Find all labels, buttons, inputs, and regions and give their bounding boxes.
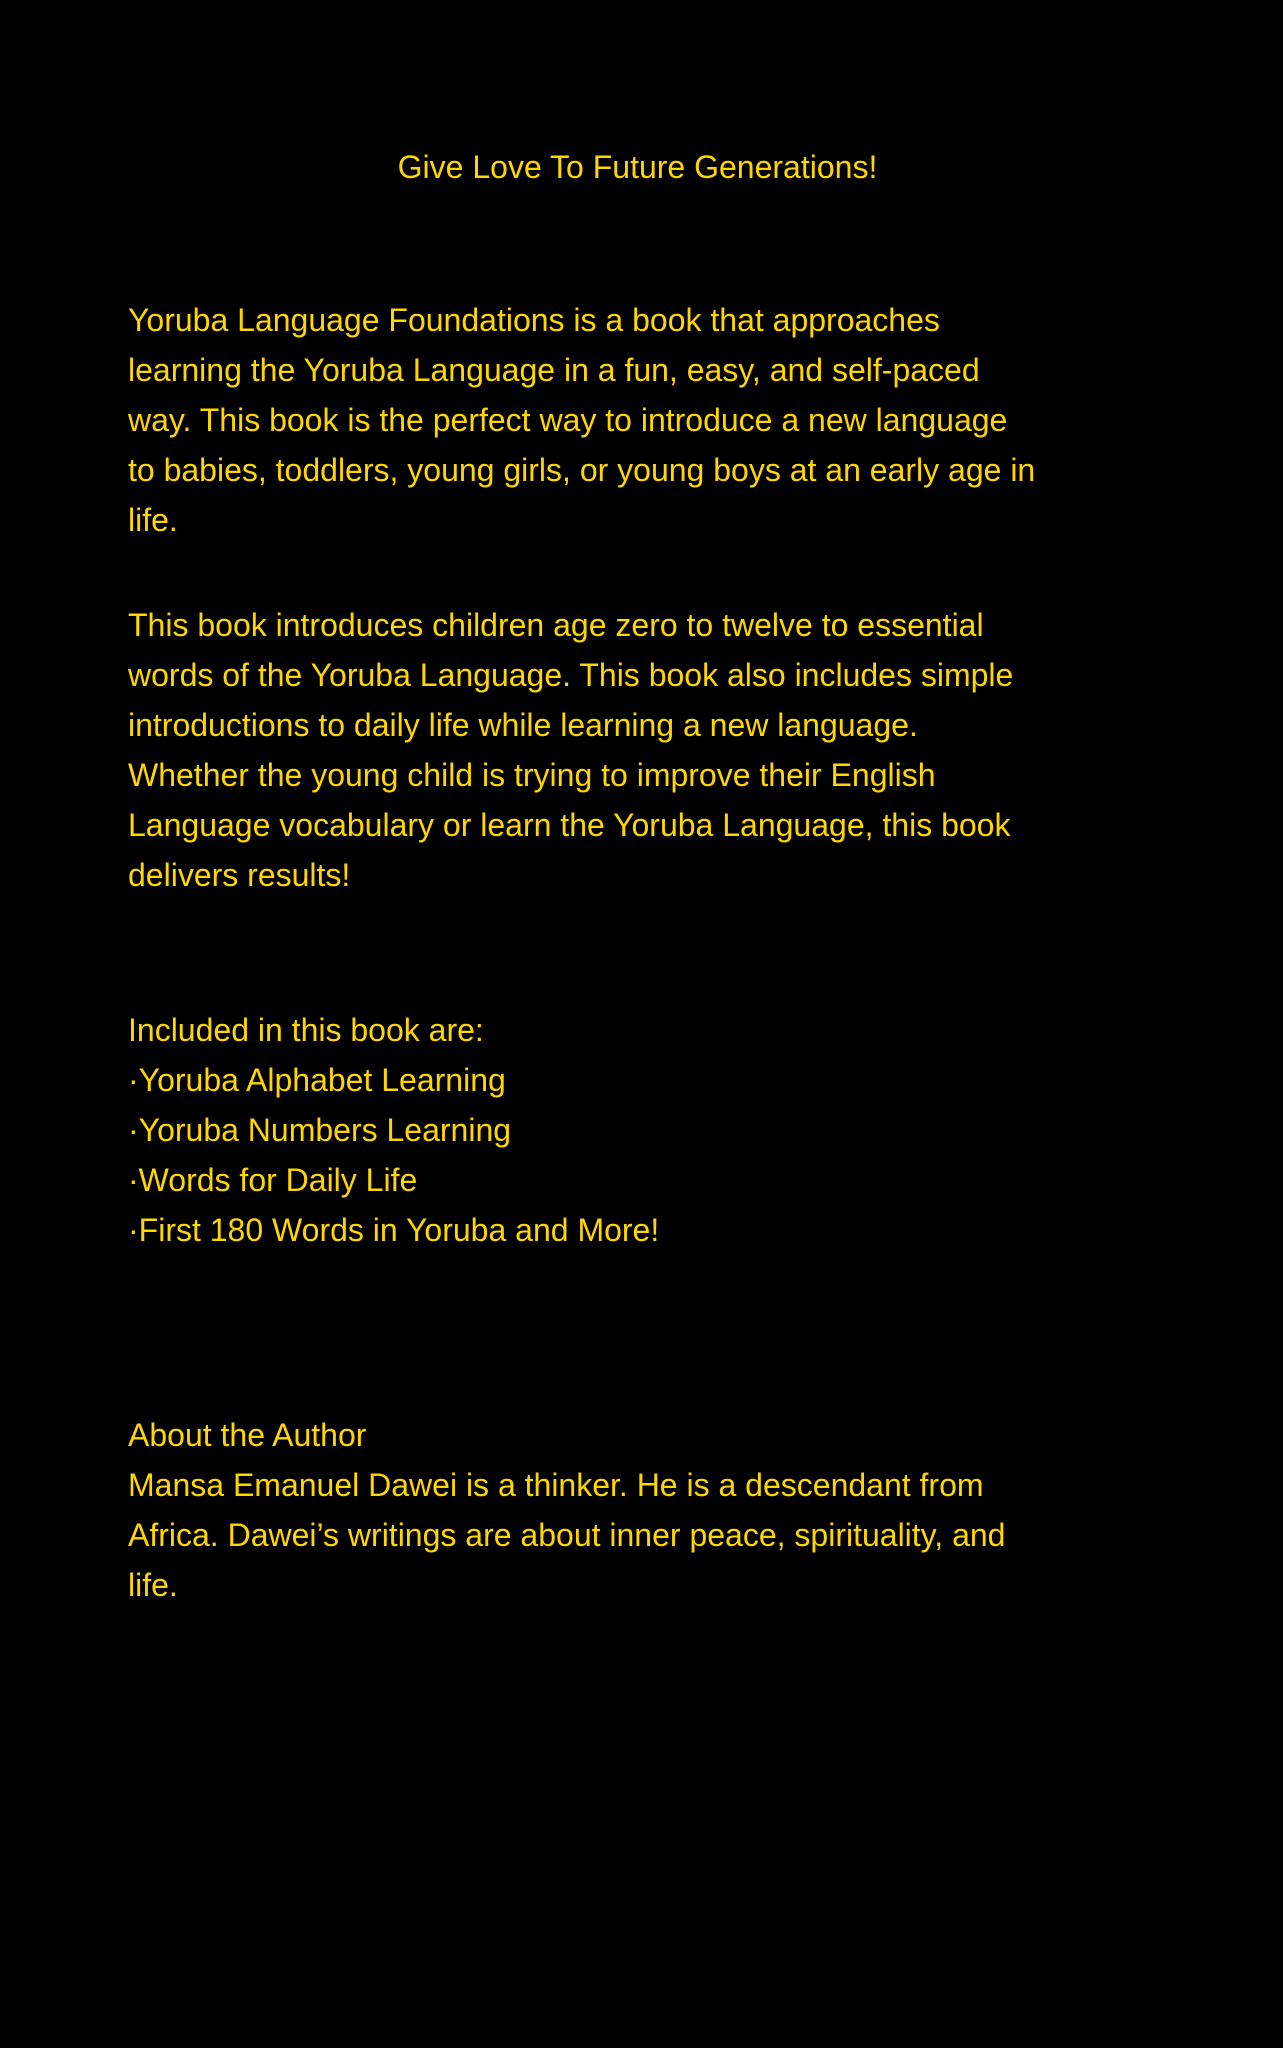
paragraph-line: way. This book is the perfect way to introduce a new language: [128, 402, 1008, 438]
description-paragraph-2: [128, 600, 1158, 900]
description-paragraph-1: [128, 295, 1158, 545]
paragraph-line: life.: [128, 502, 178, 538]
paragraph-line: words of the Yoruba Language. This book also includes simple: [128, 657, 1014, 693]
paragraph-line: learning the Yoruba Language in a fun, easy, and self-paced: [128, 352, 980, 388]
paragraph-line: to babies, toddlers, young girls, or young boys at an early age in: [128, 452, 1036, 488]
author-bio-line: Mansa Emanuel Dawei is a thinker. He is a descendant from: [128, 1467, 984, 1503]
paragraph-line: Whether the young child is trying to improve their English: [128, 757, 936, 793]
included-section: [128, 1005, 1158, 1255]
list-item: ·Yoruba Alphabet Learning: [128, 1062, 506, 1098]
author-heading: About the Author: [128, 1417, 367, 1453]
paragraph-line: introductions to daily life while learning a new language.: [128, 707, 918, 743]
list-item: ·Yoruba Numbers Learning: [128, 1112, 512, 1148]
paragraph-line: This book introduces children age zero to twelve to essential: [128, 607, 984, 643]
author-bio-line: Africa. Dawei’s writings are about inner peace, spirituality, and: [128, 1517, 1006, 1553]
paragraph-line: Language vocabulary or learn the Yoruba Language, this book: [128, 807, 1011, 843]
included-list: [128, 1055, 1158, 1255]
paragraph-line: delivers results!: [128, 857, 351, 893]
headline: Give Love To Future Generations!: [397, 149, 878, 185]
paragraph-line: Yoruba Language Foundations is a book that approaches: [128, 302, 940, 338]
included-heading: Included in this book are:: [128, 1012, 484, 1048]
about-author-section: [128, 1410, 1158, 1610]
list-item: ·First 180 Words in Yoruba and More!: [128, 1212, 660, 1248]
list-item: ·Words for Daily Life: [128, 1162, 418, 1198]
author-bio-line: life.: [128, 1567, 178, 1603]
